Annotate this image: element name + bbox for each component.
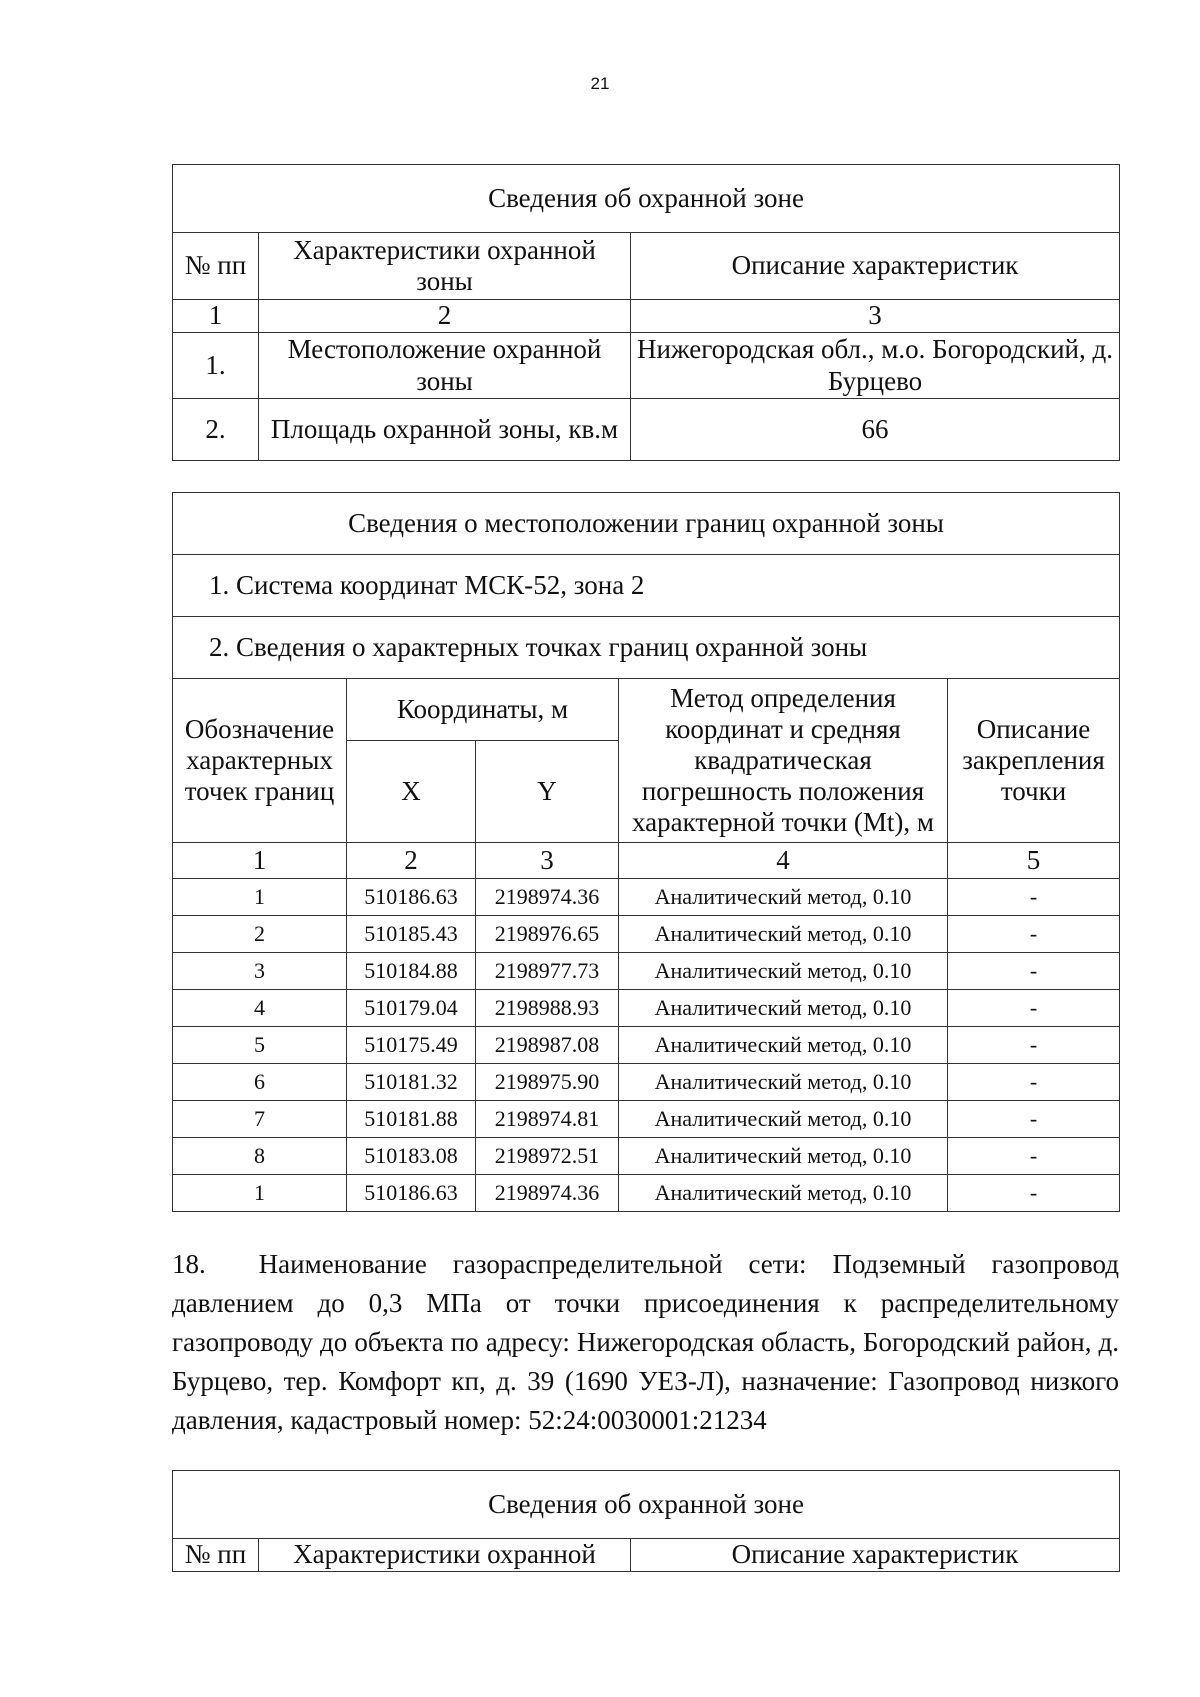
header-designation: Обозначение характерных точек границ: [173, 679, 347, 843]
col-number: 1: [173, 300, 259, 333]
point-y: 2198988.93: [476, 990, 619, 1027]
table-row: [173, 1064, 1120, 1101]
point-fix: -: [948, 953, 1120, 990]
header-fixing: Описание закрепления точки: [948, 679, 1120, 843]
point-id: 1: [173, 879, 347, 916]
points-title: 2. Сведения о характерных точках границ охранной зоны: [173, 617, 1120, 679]
header-characteristics: Характеристики охранной зоны: [259, 233, 631, 300]
point-y: 2198972.51: [476, 1138, 619, 1175]
point-id: 1: [173, 1175, 347, 1212]
point-id: 8: [173, 1138, 347, 1175]
point-y: 2198974.81: [476, 1101, 619, 1138]
row-name: Местоположение охранной зоны: [259, 333, 631, 399]
point-fix: -: [948, 990, 1120, 1027]
point-y: 2198987.08: [476, 1027, 619, 1064]
protection-zone-table-1: [172, 164, 1120, 461]
table-row: [173, 1027, 1120, 1064]
point-y: 2198977.73: [476, 953, 619, 990]
point-id: 2: [173, 916, 347, 953]
page-number: 21: [590, 74, 610, 93]
point-y: 2198975.90: [476, 1064, 619, 1101]
point-id: 6: [173, 1064, 347, 1101]
point-x: 510175.49: [347, 1027, 476, 1064]
point-method: Аналитический метод, 0.10: [619, 953, 948, 990]
point-y: 2198974.36: [476, 879, 619, 916]
point-x: 510183.08: [347, 1138, 476, 1175]
col-number: 1: [173, 843, 347, 879]
header-number: № пп: [173, 1539, 259, 1572]
col-number: 2: [259, 300, 631, 333]
point-fix: -: [948, 1138, 1120, 1175]
point-y: 2198976.65: [476, 916, 619, 953]
point-method: Аналитический метод, 0.10: [619, 1138, 948, 1175]
point-method: Аналитический метод, 0.10: [619, 916, 948, 953]
header-y: Y: [476, 741, 619, 843]
row-value: Нижегородская обл., м.о. Богородский, д. Бурцево: [631, 333, 1120, 399]
point-fix: -: [948, 916, 1120, 953]
table-title: Сведения об охранной зоне: [173, 1471, 1120, 1539]
header-characteristics: Характеристики охранной: [259, 1539, 631, 1572]
point-method: Аналитический метод, 0.10: [619, 1027, 948, 1064]
boundaries-table: [172, 492, 1120, 1212]
row-name: Площадь охранной зоны, кв.м: [259, 399, 631, 461]
point-id: 7: [173, 1101, 347, 1138]
table-row: [173, 953, 1120, 990]
table-row: [173, 1101, 1120, 1138]
point-x: 510181.88: [347, 1101, 476, 1138]
point-x: 510184.88: [347, 953, 476, 990]
point-method: Аналитический метод, 0.10: [619, 1175, 948, 1212]
point-x: 510186.63: [347, 1175, 476, 1212]
point-x: 510181.32: [347, 1064, 476, 1101]
row-number: 2.: [173, 399, 259, 461]
header-x: X: [347, 741, 476, 843]
header-coords: Координаты, м: [347, 679, 619, 741]
point-method: Аналитический метод, 0.10: [619, 1101, 948, 1138]
table-row: [173, 1138, 1120, 1175]
point-id: 5: [173, 1027, 347, 1064]
point-method: Аналитический метод, 0.10: [619, 1064, 948, 1101]
point-x: 510185.43: [347, 916, 476, 953]
point-fix: -: [948, 1027, 1120, 1064]
header-method: Метод определения координат и средняя квадратическая погрешность положения характерной точки (Mt), м: [619, 679, 948, 843]
col-number: 3: [476, 843, 619, 879]
col-number: 5: [948, 843, 1120, 879]
header-description: Описание характеристик: [631, 233, 1120, 300]
section-18-paragraph: 18. Наименование газораспределительной сети: Подземный газопровод давлением до 0,3 МПа от точки присоединения к распределительному газопроводу до объекта по адресу: Нижегородская область, Богородский район, д. Бурцево, тер. Комфорт кп, д. 39 (1690 УЕЗ-Л), назначение: Газопровод низкого давления, кадастровый номер: 52:24:0030001:21234: [172, 1249, 1119, 1435]
table-row: [173, 990, 1120, 1027]
table-row: [173, 1175, 1120, 1212]
point-id: 3: [173, 953, 347, 990]
coord-system: 1. Система координат МСК-52, зона 2: [173, 555, 1120, 617]
point-id: 4: [173, 990, 347, 1027]
row-value: 66: [631, 399, 1120, 461]
point-fix: -: [948, 1175, 1120, 1212]
row-number: 1.: [173, 333, 259, 399]
table-title: Сведения об охранной зоне: [173, 165, 1120, 233]
protection-zone-table-2: [172, 1470, 1120, 1572]
point-fix: -: [948, 879, 1120, 916]
point-fix: -: [948, 1101, 1120, 1138]
header-number: № пп: [173, 233, 259, 300]
col-number: 3: [631, 300, 1120, 333]
point-method: Аналитический метод, 0.10: [619, 879, 948, 916]
point-y: 2198974.36: [476, 1175, 619, 1212]
point-fix: -: [948, 1064, 1120, 1101]
col-number: 4: [619, 843, 948, 879]
table-title: Сведения о местоположении границ охранной зоны: [173, 493, 1120, 555]
table-row: [173, 916, 1120, 953]
table-row: [173, 879, 1120, 916]
col-number: 2: [347, 843, 476, 879]
point-method: Аналитический метод, 0.10: [619, 990, 948, 1027]
header-description: Описание характеристик: [631, 1539, 1120, 1572]
point-x: 510186.63: [347, 879, 476, 916]
point-x: 510179.04: [347, 990, 476, 1027]
